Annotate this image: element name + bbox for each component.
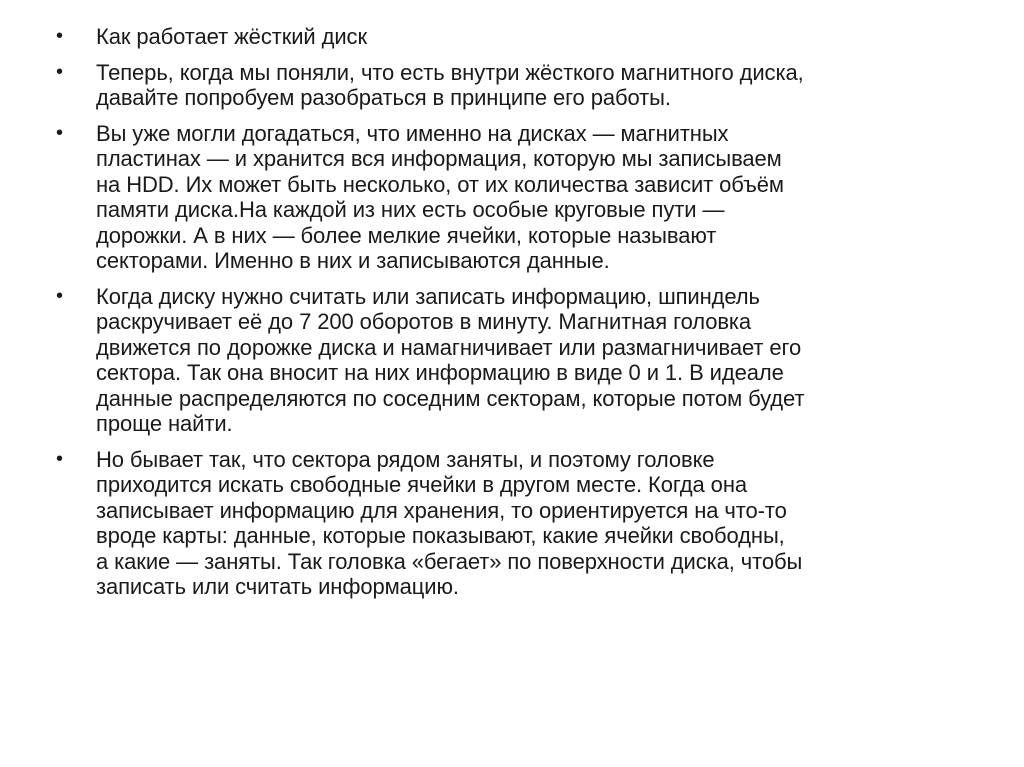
bullet-item-read-write	[56, 284, 956, 437]
text-line: записывает информацию для хранения, то ориентируется на что-то	[96, 497, 787, 523]
bullet-text	[96, 24, 956, 50]
text-line: движется по дорожке диска и намагничивает или размагничивает его	[96, 334, 802, 360]
text-line: секторами. Именно в них и записываются данные.	[96, 248, 610, 273]
text-line: давайте попробуем разобраться в принципе его работы.	[96, 85, 671, 110]
text-line: вроде карты: данные, которые показывают, какие ячейки свободны,	[96, 523, 785, 548]
text-line: Когда диску нужно считать или записать информацию, шпиндель	[96, 283, 760, 309]
text-line: на HDD. Их может быть несколько, от их количества зависит объём	[96, 171, 784, 197]
bullet-item-title	[56, 24, 956, 50]
bullet-dot-icon: •	[56, 447, 63, 470]
bullet-dot-icon: •	[56, 121, 63, 144]
bullet-text	[96, 447, 956, 600]
text-line: Теперь, когда мы поняли, что есть внутри жёсткого магнитного диска,	[96, 59, 804, 85]
text-line: пластинах — и хранится вся информация, которую мы записываем	[96, 146, 782, 171]
text-line: памяти диска.На каждой из них есть особые круговые пути —	[96, 197, 725, 222]
text-line: дорожки. А в них — более мелкие ячейки, которые называют	[96, 222, 717, 248]
text-line: Как работает жёсткий диск	[96, 24, 367, 49]
text-line: данные распределяются по соседним секторам, которые потом будет	[96, 385, 805, 411]
text-line: Но бывает так, что сектора рядом заняты, и поэтому головке	[96, 446, 715, 472]
text-line: проще найти.	[96, 411, 233, 436]
bullet-dot-icon: •	[56, 60, 63, 83]
bullet-text	[96, 284, 956, 437]
bullet-item-intro	[56, 60, 956, 111]
bullet-list	[56, 24, 956, 610]
text-line: сектора. Так она вносит на них информацию в виде 0 и 1. В идеале	[96, 360, 784, 385]
bullet-dot-icon: •	[56, 25, 63, 47]
text-line: приходится искать свободные ячейки в другом месте. Когда она	[96, 472, 748, 497]
text-line: раскручивает её до 7 200 оборотов в минуту. Магнитная головка	[96, 309, 752, 334]
bullet-text	[96, 121, 956, 274]
bullet-text	[96, 60, 956, 111]
text-line: а какие — заняты. Так головка «бегает» по поверхности диска, чтобы	[96, 548, 803, 574]
bullet-item-platters	[56, 121, 956, 274]
text-line: Вы уже могли догадаться, что именно на дисках — магнитных	[96, 120, 729, 146]
text-line: записать или считать информацию.	[96, 574, 459, 599]
bullet-dot-icon: •	[56, 284, 63, 307]
bullet-item-free-cells	[56, 447, 956, 600]
